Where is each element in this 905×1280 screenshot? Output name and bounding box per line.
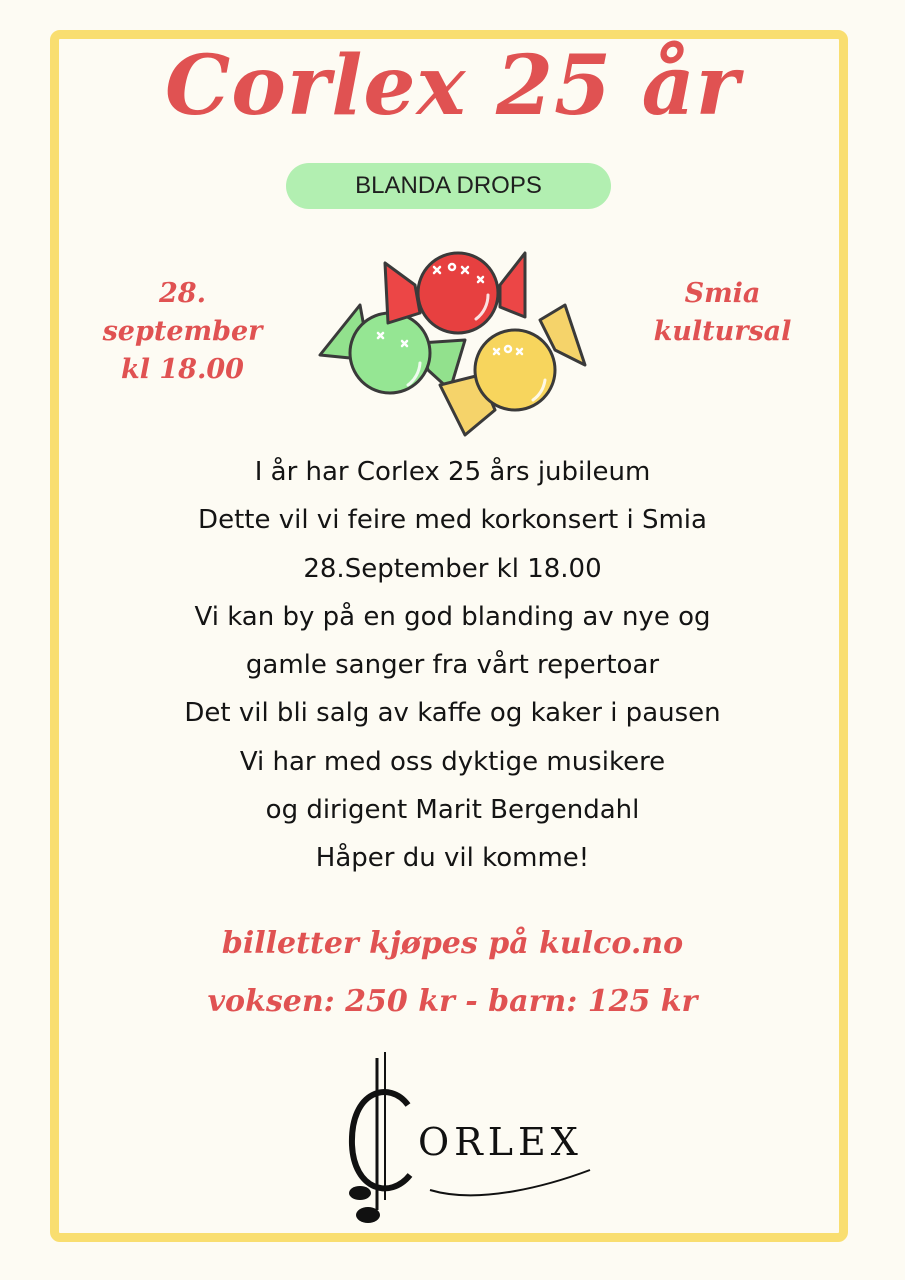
logo-text: ORLEX [418, 1120, 583, 1164]
ticket-info [0, 915, 905, 1031]
event-description [60, 448, 845, 883]
poster-title: Corlex 25 år [165, 38, 740, 134]
description-line: I år har Corlex 25 års jubileum [254, 457, 651, 487]
ticket-purchase-text: billetter kjøpes på kulco.no [221, 926, 684, 961]
description-line: Vi kan by på en god blanding av nye og [194, 601, 711, 632]
event-date-day: 28. september [102, 278, 263, 347]
event-venue-name: Smia [684, 278, 761, 309]
event-venue [640, 275, 805, 351]
description-line: Vi har med oss dyktige musikere [239, 746, 666, 777]
description-line: Dette vil vi feire med korkonsert i Smia [198, 505, 707, 536]
subtitle-badge: BLANDA DROPS [286, 163, 611, 209]
description-line: Håper du vil komme! [315, 843, 590, 874]
event-date [75, 275, 290, 389]
description-line: Det vil bli salg av kaffe og kaker i pausen [184, 698, 721, 729]
ticket-prices: voksen: 250 kr - barn: 125 kr [207, 984, 698, 1019]
description-line: 28.September kl 18.00 [303, 553, 602, 584]
corlex-logo-icon [340, 1050, 600, 1230]
description-line: gamle sanger fra vårt repertoar [245, 650, 660, 681]
event-date-time: kl 18.00 [121, 354, 244, 385]
candy-illustration-icon [310, 245, 600, 445]
description-line: og dirigent Marit Bergendahl [265, 795, 640, 826]
event-venue-hall: kultursal [653, 316, 792, 347]
